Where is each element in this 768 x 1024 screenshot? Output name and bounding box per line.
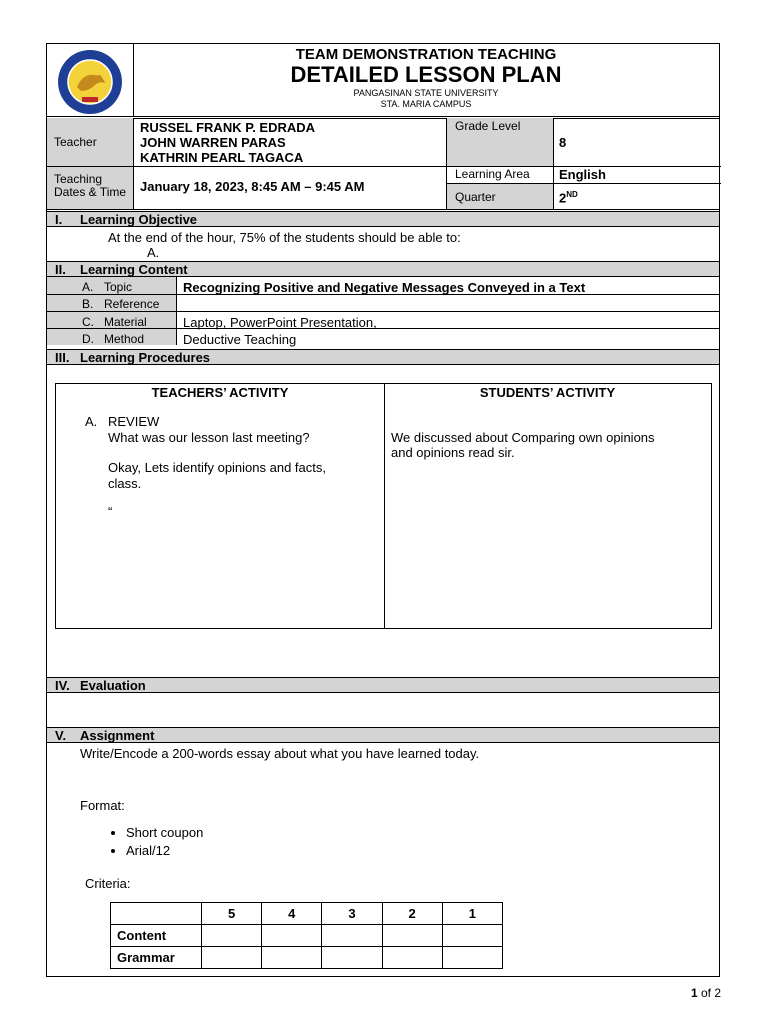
teacher-line-1: Okay, Lets identify opinions and facts, xyxy=(108,460,326,475)
section-content-bar: II. Learning Content xyxy=(47,261,719,277)
criteria-score-5: 5 xyxy=(202,903,262,925)
section-evaluation-bar: IV. Evaluation xyxy=(47,677,719,693)
criteria-row-label: Content xyxy=(111,925,202,947)
objective-item: A. xyxy=(147,245,160,260)
assignment-text: Write/Encode a 200-words essay about what you have learned today. xyxy=(80,746,480,761)
content-key-a: A. xyxy=(82,280,94,294)
criteria-row-label: Grammar xyxy=(111,947,202,969)
teacher-label: Teacher xyxy=(54,135,97,149)
student-line-1: We discussed about Comparing own opinions xyxy=(391,430,655,445)
teacher-name-3: KATHRIN PEARL TAGACA xyxy=(140,150,304,165)
dates-label-2: Dates & Time xyxy=(54,185,127,199)
content-label-reference: Reference xyxy=(104,297,160,311)
review-title: REVIEW xyxy=(108,414,160,429)
section-objective-bar: I. Learning Objective xyxy=(47,211,719,227)
dates-value: January 18, 2023, 8:45 AM – 9:45 AM xyxy=(140,179,365,194)
format-list xyxy=(104,824,203,860)
review-key: A. xyxy=(85,414,98,429)
criteria-row-content xyxy=(111,925,503,947)
teacher-name-2: JOHN WARREN PARAS xyxy=(140,135,286,150)
criteria-row-grammar xyxy=(111,947,503,969)
dates-label-1: Teaching xyxy=(54,172,103,186)
header-university: PANGASINAN STATE UNIVERSITY xyxy=(353,88,499,98)
content-material-value: Laptop, PowerPoint Presentation, xyxy=(183,315,377,330)
criteria-score-1: 1 xyxy=(442,903,502,925)
grade-value: 8 xyxy=(559,135,567,150)
content-label-method: Method xyxy=(104,332,145,346)
objective-text: At the end of the hour, 75% of the students should be able to: xyxy=(108,230,461,245)
area-label: Learning Area xyxy=(455,167,530,181)
page-number: 1 of 2 xyxy=(690,986,721,1000)
university-seal-logo xyxy=(55,49,125,115)
content-key-c: C. xyxy=(82,315,94,329)
students-activity-header: STUDENTS’ ACTIVITY xyxy=(479,385,616,400)
format-label: Format: xyxy=(80,798,125,813)
teachers-activity-header: TEACHERS’ ACTIVITY xyxy=(151,385,289,400)
quarter-label: Quarter xyxy=(455,190,496,204)
teacher-name-1: RUSSEL FRANK P. EDRADA xyxy=(140,120,316,135)
format-item-1: • Short coupon xyxy=(126,824,203,842)
header-title-main: DETAILED LESSON PLAN xyxy=(290,62,562,87)
teacher-question: What was our lesson last meeting? xyxy=(108,430,310,445)
criteria-corner-cell xyxy=(111,903,202,925)
criteria-score-4: 4 xyxy=(262,903,322,925)
content-key-d: D. xyxy=(82,332,94,346)
teacher-quote: “ xyxy=(108,504,113,519)
criteria-score-2: 2 xyxy=(382,903,442,925)
criteria-header-row xyxy=(111,903,503,925)
content-method-value: Deductive Teaching xyxy=(183,332,297,347)
lesson-plan-page xyxy=(46,43,720,977)
format-item-2: • Arial/12 xyxy=(126,842,203,860)
content-label-material: Material xyxy=(104,315,147,329)
section-assignment-bar: V. Assignment xyxy=(47,727,719,743)
area-value: English xyxy=(559,167,606,182)
content-topic-value: Recognizing Positive and Negative Messages Conveyed in a Text xyxy=(183,280,586,295)
activity-table xyxy=(55,383,712,629)
section-procedures-bar: III. Learning Procedures xyxy=(47,349,719,365)
content-key-b: B. xyxy=(82,297,94,311)
header-campus: STA. MARIA CAMPUS xyxy=(380,99,472,109)
quarter-value: 2ND xyxy=(559,190,578,206)
grade-label: Grade Level xyxy=(455,119,521,133)
content-label-topic: Topic xyxy=(104,280,133,294)
criteria-label: Criteria: xyxy=(85,876,131,891)
header-title-top: TEAM DEMONSTRATION TEACHING xyxy=(295,46,557,63)
teacher-line-2: class. xyxy=(108,476,142,491)
criteria-score-3: 3 xyxy=(322,903,382,925)
criteria-table xyxy=(110,902,503,969)
student-line-2: and opinions read sir. xyxy=(391,445,515,460)
